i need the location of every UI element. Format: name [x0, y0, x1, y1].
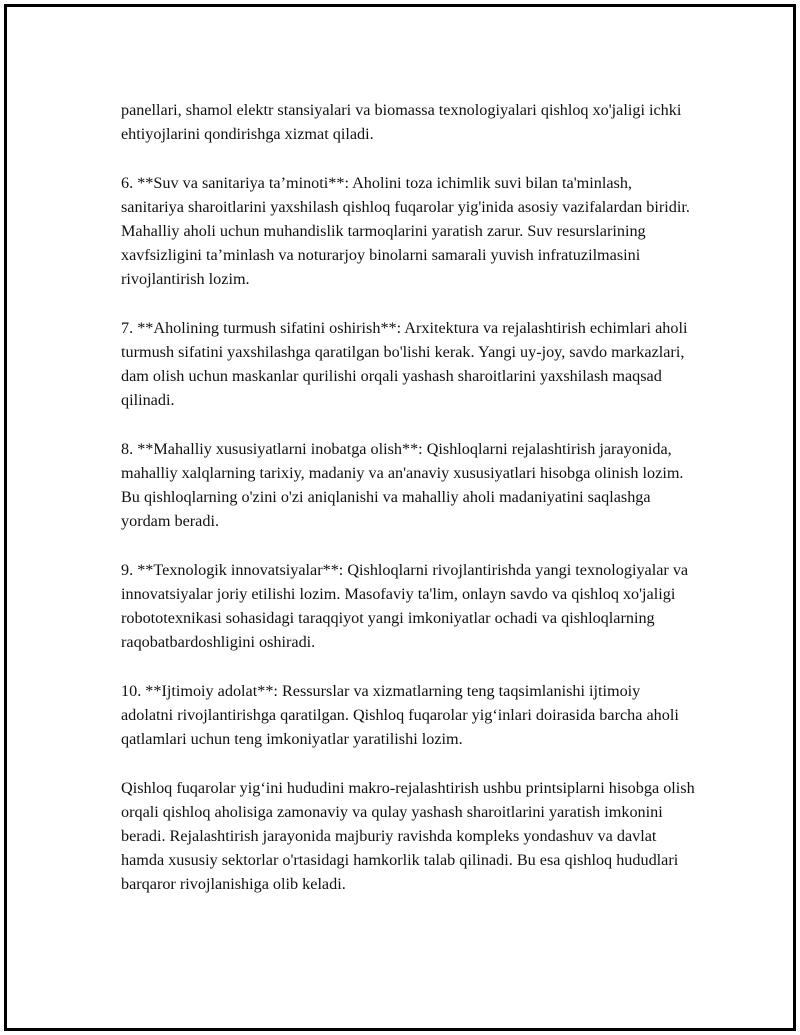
paragraph-local-features: 8. **Mahalliy xususiyatlarni inobatga olish**: Qishloqlarni rejalashtirish jarayonida, mahalliy xalqlarning tarixiy, madaniy va an'anaviy xususiyatlari hisobga olinish lozim. Bu qishloqlarning o'zini o'zi aniqlanishi va mahalliy aholi madaniyatini saqlashga yordam beradi.: [121, 439, 684, 531]
page-border: [4, 4, 796, 1031]
document-body: [121, 98, 696, 897]
paragraph-social-justice: 10. **Ijtimoiy adolat**: Ressurslar va xizmatlarning teng taqsimlanishi ijtimoiy adolatni rivojlantirishga qaratilgan. Qishloq fuqarolar yig‘inlari doirasida barcha aholi qatlamlari uchun teng imkoniyatlar yaratilishi lozim.: [121, 681, 679, 749]
paragraph-water-sanitation: 6. **Suv va sanitariya ta’minoti**: Aholini toza ichimlik suvi bilan ta'minlash, sanitariya sharoitlarini yaxshilash qishloq fuqarolar yig'inida asosiy vazifalardan biridir. Mahalliy aholi uchun muhandislik tarmoqlarini yaratish zarur. Suv resurslarining xavfsizligini ta’minlash va noturarjoy binolarni samarali yuvish infratuzilmasini rivojlantirish lozim.: [121, 173, 690, 289]
paragraph-quality-of-life: 7. **Aholining turmush sifatini oshirish**: Arxitektura va rejalashtirish echimlari aholi turmush sifatini yaxshilashga qaratilgan bo'lishi kerak. Yangi uy-joy, savdo markazlari, dam olish uchun maskanlar qurilishi orqali yashash sharoitlarini yaxshilash maqsad qilinadi.: [121, 318, 688, 410]
paragraph-energy-continuation: panellari, shamol elektr stansiyalari va biomassa texnologiyalari qishloq xo'jaligi ichki ehtiyojlarini qondirishga xizmat qiladi.: [121, 101, 682, 144]
paragraph-conclusion: Qishloq fuqarolar yig‘ini hududini makro-rejalashtirish ushbu printsiplarni hisobga olish orqali qishloq aholisiga zamonaviy va qulay yashash sharoitlarini yaratish imkonini beradi. Rejalashtirish jarayonida majburiy ravishda kompleks yondashuv va davlat hamda xususiy sektorlar o'rtasidagi hamkorlik talab qilinadi. Bu esa qishloq hududlari barqaror rivojlanishiga olib keladi.: [121, 778, 695, 894]
paragraph-tech-innovations: 9. **Texnologik innovatsiyalar**: Qishloqlarni rivojlantirishda yangi texnologiyalar va innovatsiyalar joriy etilishi lozim. Masofaviy ta'lim, onlayn savdo va qishloq xo'jaligi robototexnikasi sohasidagi taraqqiyot yangi imkoniyatlar ochadi va qishloqlarning raqobatbardoshligini oshiradi.: [121, 560, 689, 652]
